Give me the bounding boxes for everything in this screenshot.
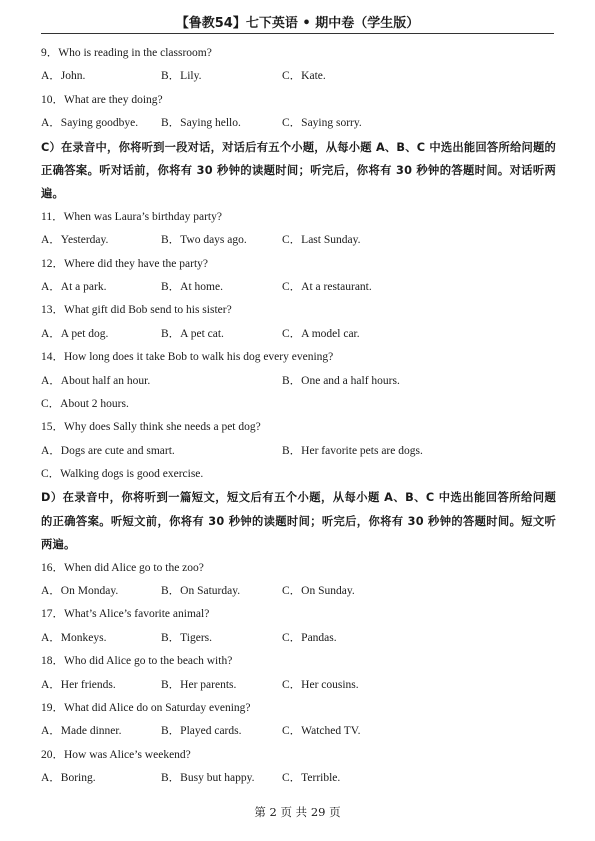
- question-text: 18．Who did Alice go to the beach with?: [41, 655, 233, 668]
- answer-option: C．Pandas.: [282, 631, 337, 644]
- section-instructions: C）在录音中，你将听到一段对话，对话后有五个小题，从每小题 A、B、C 中选出能回答所给问题的正确答案。听对话前，你将有 30 秒钟的读题时间；听完后，你将有 30 秒钟的答题时间。对话听两遍。: [41, 140, 556, 201]
- answer-option: B．A pet cat.: [161, 327, 224, 340]
- question-text: 13．What gift did Bob send to his sister?: [41, 304, 232, 317]
- question-text: 17．What’s Alice’s favorite animal?: [41, 608, 210, 621]
- answer-option: C．Kate.: [282, 70, 326, 83]
- question-text: 14．How long does it take Bob to walk his dog every evening?: [41, 351, 334, 364]
- answer-option: A．Made dinner.: [41, 725, 122, 738]
- question-text: 20．How was Alice’s weekend?: [41, 748, 191, 761]
- answer-option: A．John.: [41, 70, 86, 83]
- answer-options-row: [41, 276, 556, 299]
- answer-option: C．Terrible.: [282, 772, 341, 785]
- answer-option: A．About half an hour.: [41, 374, 151, 387]
- answer-option: C．A model car.: [282, 327, 360, 340]
- question-list: [41, 42, 556, 791]
- answer-option: B．Tigers.: [161, 631, 213, 644]
- answer-option: B．Two days ago.: [161, 234, 247, 247]
- page-header-title: 【鲁教54】七下英语 • 期中卷（学生版）: [175, 16, 420, 31]
- section-instructions: D）在录音中，你将听到一篇短文，短文后有五个小题，从每小题 A、B、C 中选出能回答所给问题的正确答案。听短文前，你将有 30 秒钟的读题时间；听完后，你将有 30 秒钟的答题时间。短文听两遍。: [41, 491, 556, 552]
- answer-option: A．Dogs are cute and smart.: [41, 444, 175, 457]
- answer-options-row: [41, 229, 556, 252]
- answer-option: A．Yesterday.: [41, 234, 109, 247]
- answer-option: B．Her favorite pets are dogs.: [282, 444, 423, 457]
- answer-option: B．Played cards.: [161, 725, 242, 738]
- header-divider: [41, 33, 554, 34]
- answer-option: C．Her cousins.: [282, 678, 359, 691]
- answer-options-row: [41, 580, 556, 603]
- answer-option: C．On Sunday.: [282, 585, 355, 598]
- answer-option: B．Lily.: [161, 70, 202, 83]
- answer-options-row: [41, 440, 556, 463]
- answer-option: B．One and a half hours.: [282, 374, 400, 387]
- answer-option: C．Saying sorry.: [282, 117, 362, 130]
- answer-option: A．On Monday.: [41, 585, 119, 598]
- answer-option: B．On Saturday.: [161, 585, 241, 598]
- answer-option: B．Her parents.: [161, 678, 237, 691]
- answer-option: B．Saying hello.: [161, 117, 241, 130]
- answer-option: A．Her friends.: [41, 678, 116, 691]
- answer-options-row: [41, 627, 556, 650]
- question-text: 19．What did Alice do on Saturday evening?: [41, 702, 251, 715]
- answer-options-row: [41, 393, 556, 416]
- question-text: 9．Who is reading in the classroom?: [41, 47, 212, 59]
- question-text: 15．Why does Sally think she needs a pet dog?: [41, 421, 261, 434]
- answer-option: A．A pet dog.: [41, 327, 109, 340]
- answer-option: C．About 2 hours.: [41, 397, 129, 410]
- question-text: 10．What are they doing?: [41, 93, 163, 106]
- page-number: 第 2 页 共 29 页: [254, 805, 341, 819]
- answer-options-row: [41, 674, 556, 697]
- question-text: 11．When was Laura’s birthday party?: [41, 210, 222, 223]
- answer-option: A．Monkeys.: [41, 631, 107, 644]
- answer-options-row: [41, 720, 556, 743]
- answer-option: A．At a park.: [41, 280, 107, 293]
- answer-option: B．Busy but happy.: [161, 772, 255, 785]
- question-text: 12．Where did they have the party?: [41, 257, 209, 270]
- answer-option: C．At a restaurant.: [282, 280, 372, 293]
- answer-option: B．At home.: [161, 280, 223, 293]
- answer-options-row: [41, 370, 556, 393]
- answer-options-row: [41, 112, 556, 135]
- question-text: 16．When did Alice go to the zoo?: [41, 561, 204, 574]
- answer-options-row: [41, 323, 556, 346]
- answer-options-row: [41, 463, 556, 486]
- answer-option: A．Saying goodbye.: [41, 117, 139, 130]
- answer-option: A．Boring.: [41, 772, 96, 785]
- answer-option: C．Watched TV.: [282, 725, 361, 738]
- answer-option: C．Last Sunday.: [282, 234, 361, 247]
- answer-option: C．Walking dogs is good exercise.: [41, 468, 204, 481]
- answer-options-row: [41, 767, 556, 790]
- answer-options-row: [41, 65, 556, 88]
